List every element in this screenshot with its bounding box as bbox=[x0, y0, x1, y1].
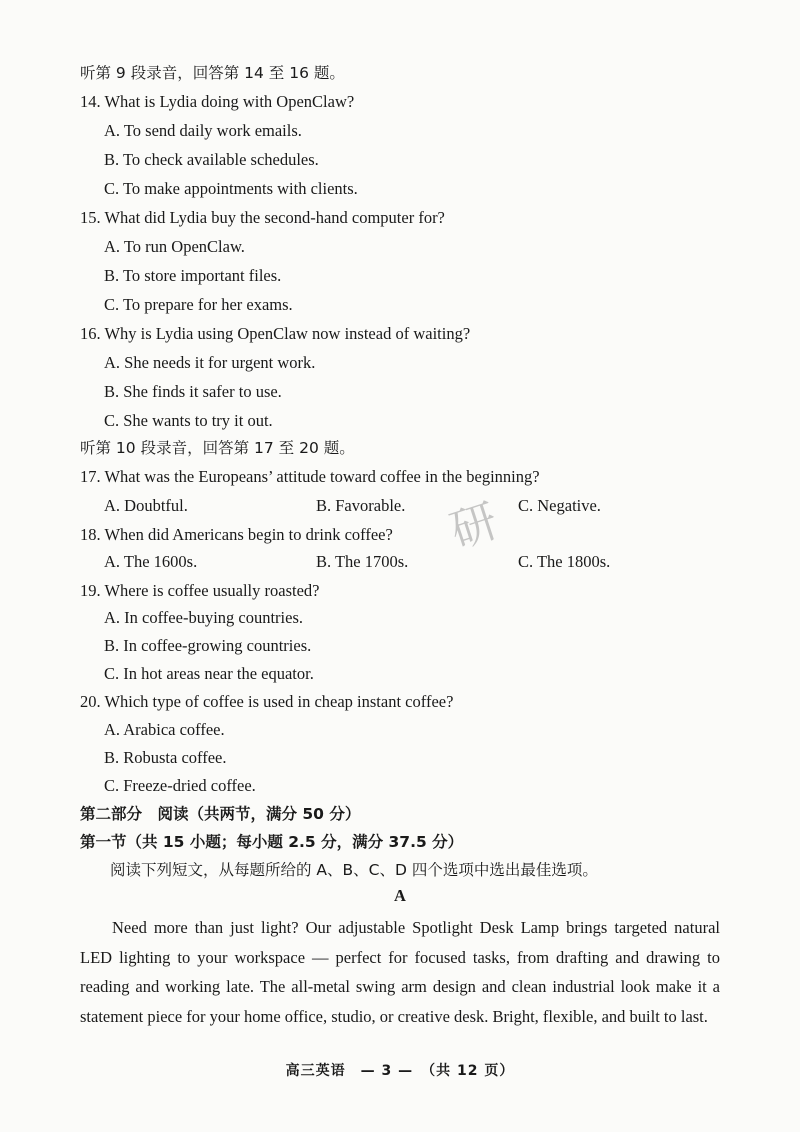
q15-option-b: B. To store important files. bbox=[104, 266, 282, 285]
section-9-heading: 听第 9 段录音，回答第 14 至 16 题。 bbox=[80, 64, 345, 82]
q20-option-a: A. Arabica coffee. bbox=[104, 720, 225, 739]
page-footer: 高三英语 — 3 — （共 12 页） bbox=[285, 1063, 515, 1079]
q14-option-c: C. To make appointments with clients. bbox=[104, 179, 358, 198]
question-15: 15. What did Lydia buy the second-hand computer for? bbox=[80, 208, 445, 227]
reading-instructions: 阅读下列短文，从每题所给的 A、B、C、D 四个选项中选出最佳选项。 bbox=[110, 861, 598, 879]
q18-option-a: A. The 1600s. bbox=[104, 552, 198, 571]
watermark-stamp: 研 bbox=[443, 493, 505, 559]
q15-option-a: A. To run OpenClaw. bbox=[104, 237, 245, 256]
question-14: 14. What is Lydia doing with OpenClaw? bbox=[80, 92, 355, 111]
section-1-heading: 第一节（共 15 小题；每小题 2.5 分，满分 37.5 分） bbox=[80, 833, 464, 851]
q15-option-c: C. To prepare for her exams. bbox=[104, 295, 293, 314]
q17-option-a: A. Doubtful. bbox=[104, 496, 188, 515]
question-20: 20. Which type of coffee is used in cheap instant coffee? bbox=[80, 692, 454, 711]
q18-option-c: C. The 1800s. bbox=[518, 552, 611, 571]
section-10-heading: 听第 10 段录音，回答第 17 至 20 题。 bbox=[80, 439, 355, 457]
q16-option-c: C. She wants to try it out. bbox=[104, 411, 273, 430]
q18-options bbox=[0, 551, 800, 573]
question-16: 16. Why is Lydia using OpenClaw now instead of waiting? bbox=[80, 324, 471, 343]
question-18: 18. When did Americans begin to drink coffee? bbox=[80, 525, 393, 544]
q14-option-b: B. To check available schedules. bbox=[104, 150, 319, 169]
q17-option-c: C. Negative. bbox=[518, 496, 601, 515]
question-19: 19. Where is coffee usually roasted? bbox=[80, 581, 320, 600]
passage-label: A bbox=[394, 886, 406, 905]
q19-option-a: A. In coffee-buying countries. bbox=[104, 608, 304, 627]
q20-option-c: C. Freeze-dried coffee. bbox=[104, 776, 256, 795]
q16-option-b: B. She finds it safer to use. bbox=[104, 382, 282, 401]
q19-option-c: C. In hot areas near the equator. bbox=[104, 664, 314, 683]
passage-a-text: Need more than just light? Our adjustable Spotlight Desk Lamp brings targeted natural LED lighting to your workspace — perfect for focused tasks, from drafting and drawing to reading and working late. The all-metal swing arm design and clean industrial look make it a statement piece for your home office, studio, or creative desk. Bright, flexible, and built to last. bbox=[80, 918, 720, 1026]
q20-option-b: B. Robusta coffee. bbox=[104, 748, 227, 767]
q17-option-b: B. Favorable. bbox=[316, 496, 406, 515]
q14-option-a: A. To send daily work emails. bbox=[104, 121, 302, 140]
q17-options bbox=[0, 495, 800, 517]
part-2-heading: 第二部分 阅读（共两节，满分 50 分） bbox=[80, 805, 361, 823]
q19-option-b: B. In coffee-growing countries. bbox=[104, 636, 312, 655]
question-17: 17. What was the Europeans’ attitude toward coffee in the beginning? bbox=[80, 467, 540, 486]
q16-option-a: A. She needs it for urgent work. bbox=[104, 353, 316, 372]
q18-option-b: B. The 1700s. bbox=[316, 552, 409, 571]
